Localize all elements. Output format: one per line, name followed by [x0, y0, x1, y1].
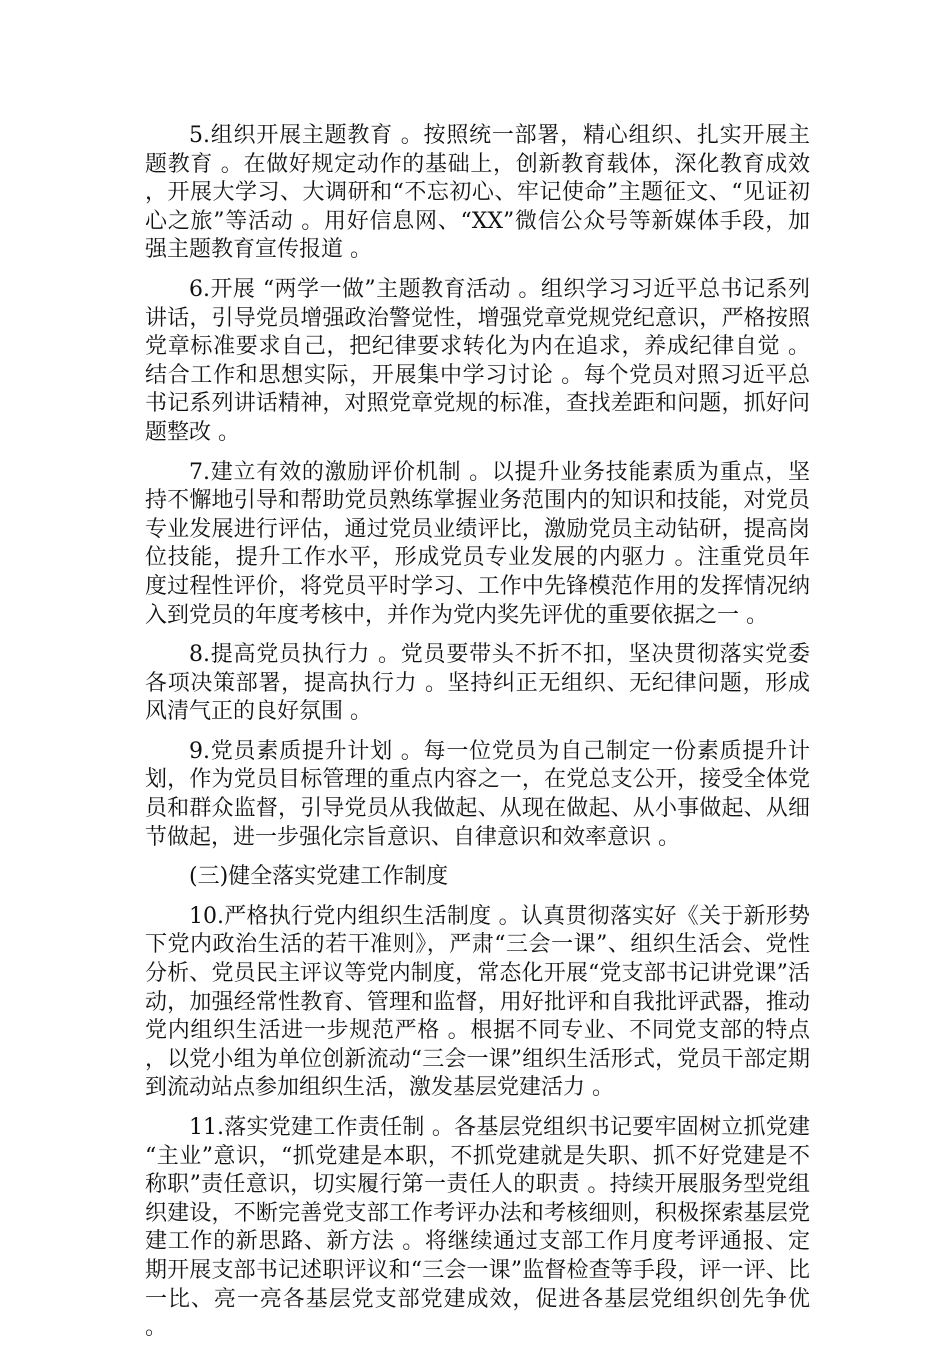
- section-heading-3: (三)健全落实党建工作制度: [189, 864, 449, 890]
- paragraph-7: 7.建立有效的激励评价机制 。以提升业务技能素质为重点，坚持不懈地引导和帮助党员熟练掌握业务范围内的知识和技能，对党员专业发展进行评估，通过党员业绩评比，激励党员主动钻研，提高岗位技能，提升工作水平，形成党员专业发展的内驱力 。注重党员年度过程性评价，将党员平时学习、工作中先锋模范作用的发挥情况纳入到党员的年度考核中，并作为党内奖先评优的重要依据之一 。: [145, 459, 810, 628]
- paragraph-8: 8.提高党员执行力 。党员要带头不折不扣，坚决贯彻落实党委各项决策部署，提高执行力 。坚持纠正无组织、无纪律问题，形成风清气正的良好氛围 。: [145, 642, 810, 725]
- paragraph-9: 9.党员素质提升计划 。每一位党员为自己制定一份素质提升计划，作为党员目标管理的重点内容之一，在党总支公开，接受全体党员和群众监督，引导党员从我做起、从现在做起、从小事做起、从细节做起，进一步强化宗旨意识、自律意识和效率意识 。: [145, 738, 810, 850]
- paragraph-11: 11.落实党建工作责任制 。各基层党组织书记要牢固树立抓党建“主业”意识，“抓党建是本职，不抓党建就是失职、抓不好党建是不称职”责任意识，切实履行第一责任人的职责 。持续开展服务型党组织建设，不断完善党支部工作考评办法和考核细则，积极探索基层党建工作的新思路、新方法 。将继续通过支部工作月度考评通报、定期开展支部书记述职评议和“三会一课”监督检查等手段，评一评、比一比、亮一亮各基层党支部党建成效，促进各基层党组织创先争优 。: [145, 1115, 810, 1341]
- document-body: [145, 122, 810, 1354]
- paragraph-6: 6.开展 “两学一做”主题教育活动 。组织学习习近平总书记系列讲话，引导党员增强政治警觉性，增强党章党规党纪意识，严格按照党章标准要求自己，把纪律要求转化为内在追求，养成纪律自觉 。结合工作和思想实际，开展集中学习讨论 。每个党员对照习近平总书记系列讲话精神，对照党章党规的标准，查找差距和问题，抓好问题整改 。: [145, 276, 810, 445]
- paragraph-5: 5.组织开展主题教育 。按照统一部署，精心组织、扎实开展主题教育 。在做好规定动作的基础上，创新教育载体，深化教育成效，开展大学习、大调研和“不忘初心、牢记使命”主题征文、“见证初心之旅”等活动 。用好信息网、“XX”微信公众号等新媒体手段，加强主题教育宣传报道 。: [145, 123, 810, 263]
- paragraph-10: 10.严格执行党内组织生活制度 。认真贯彻落实好《关于新形势下党内政治生活的若干准则》，严肃“三会一课”、组织生活会、党性分析、党员民主评议等党内制度，常态化开展“党支部书记讲党课”活动，加强经常性教育、管理和监督，用好批评和自我批评武器，推动党内组织生活进一步规范严格 。根据不同专业、不同党支部的特点，以党小组为单位创新流动“三会一课”组织生活形式，党员干部定期到流动站点参加组织生活，激发基层党建活力 。: [145, 903, 810, 1101]
